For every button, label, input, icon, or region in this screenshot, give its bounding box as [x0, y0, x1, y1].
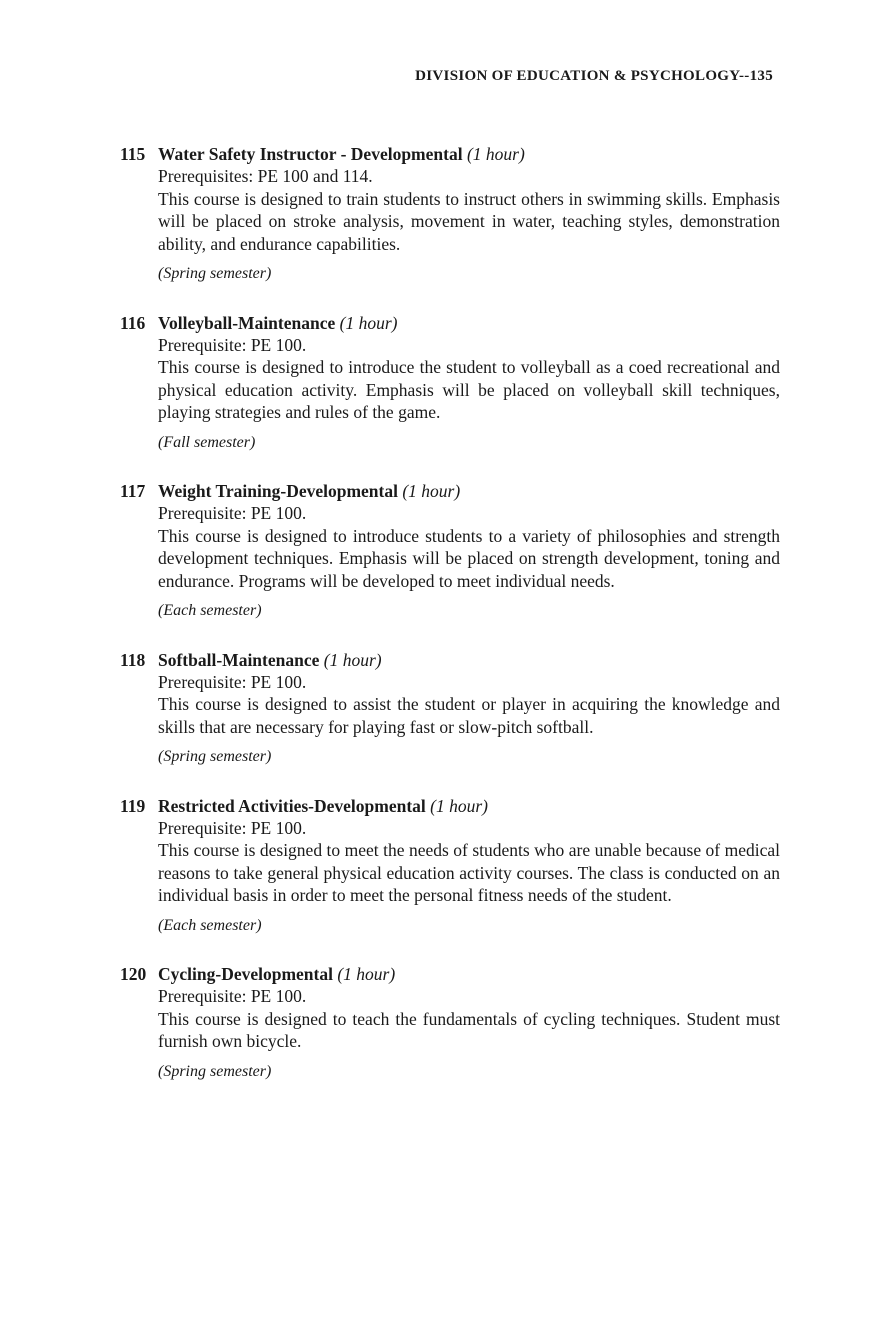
- course-description: This course is designed to introduce students to a variety of philosophies and strength development techniques. Emphasis will be placed on strength development, toning and endurance. Programs will be developed to meet individual needs.: [158, 525, 780, 591]
- course-hours: (1 hour): [339, 312, 398, 333]
- course-hours: (1 hour): [466, 144, 525, 164]
- course-offered: (Spring semester): [158, 265, 272, 282]
- course-body: [158, 334, 780, 455]
- course-description: This course is designed to teach the fundamentals of cycling techniques. Student must furnish own bicycle.: [158, 1008, 780, 1051]
- course-heading: [120, 795, 780, 817]
- course-hours: (1 hour): [337, 964, 396, 984]
- course-hours: (1 hour): [430, 795, 488, 816]
- course-hours: (1 hour): [323, 649, 382, 670]
- course-body: [158, 817, 780, 938]
- course-heading: [120, 143, 780, 165]
- course-entry-117: [120, 480, 780, 623]
- course-prerequisite: Prerequisite: PE 100.: [158, 817, 307, 838]
- running-head: DIVISION OF EDUCATION & PSYCHOLOGY--135: [415, 68, 773, 84]
- course-number: 117: [120, 481, 146, 501]
- course-entry-118: [120, 649, 780, 769]
- course-number: 119: [120, 795, 146, 816]
- course-title: Weight Training-Developmental: [158, 481, 398, 501]
- course-prerequisite: Prerequisites: PE 100 and 114.: [158, 166, 373, 186]
- course-body: [158, 985, 780, 1083]
- course-entry-116: [120, 312, 780, 455]
- course-description: This course is designed to introduce the student to volleyball as a coed recreational and physical education activity. Emphasis will be placed on volleyball skill techniques, playing strategies and rules of the game.: [158, 357, 780, 422]
- course-entry-119: [120, 795, 780, 938]
- course-description: This course is designed to meet the needs of students who are unable because of medical reasons to take general physical education activity courses. The class is conducted on an individual basis in order to meet the personal fitness needs of the student.: [158, 840, 780, 905]
- course-prerequisite: Prerequisite: PE 100.: [158, 503, 307, 523]
- course-list: [120, 143, 780, 1109]
- course-heading: [120, 312, 780, 334]
- course-offered: (Each semester): [158, 916, 262, 934]
- course-description: This course is designed to train students to instruct others in swimming skills. Emphasis will be placed on stroke analysis, movement in water, teaching styles, demonstration ability, and endurance capabilities.: [158, 188, 780, 254]
- course-hours: (1 hour): [402, 481, 461, 501]
- course-title: Softball-Maintenance: [158, 649, 320, 670]
- course-title: Cycling-Developmental: [158, 964, 333, 984]
- course-description: This course is designed to assist the student or player in acquiring the knowledge and skills that are necessary for playing fast or slow-pitch softball.: [158, 694, 780, 737]
- course-offered: (Spring semester): [158, 1062, 272, 1080]
- course-number: 115: [120, 144, 146, 164]
- course-heading: [120, 963, 780, 985]
- course-offered: (Fall semester): [158, 433, 256, 451]
- course-number: 118: [120, 649, 146, 670]
- course-title: Restricted Activities-Developmental: [158, 795, 426, 816]
- course-offered: (Spring semester): [158, 748, 272, 765]
- course-heading: [120, 649, 780, 671]
- course-offered: (Each semester): [158, 602, 262, 619]
- course-prerequisite: Prerequisite: PE 100.: [158, 334, 307, 355]
- course-number: 120: [120, 964, 147, 984]
- course-body: [158, 671, 780, 769]
- course-title: Water Safety Instructor - Developmental: [158, 144, 463, 164]
- course-prerequisite: Prerequisite: PE 100.: [158, 986, 307, 1006]
- course-entry-115: [120, 143, 780, 286]
- course-number: 116: [120, 312, 146, 333]
- course-title: Volleyball-Maintenance: [158, 312, 336, 333]
- course-entry-120: [120, 963, 780, 1083]
- course-prerequisite: Prerequisite: PE 100.: [158, 671, 307, 692]
- course-heading: [120, 480, 780, 502]
- course-body: [158, 165, 780, 286]
- course-body: [158, 502, 780, 623]
